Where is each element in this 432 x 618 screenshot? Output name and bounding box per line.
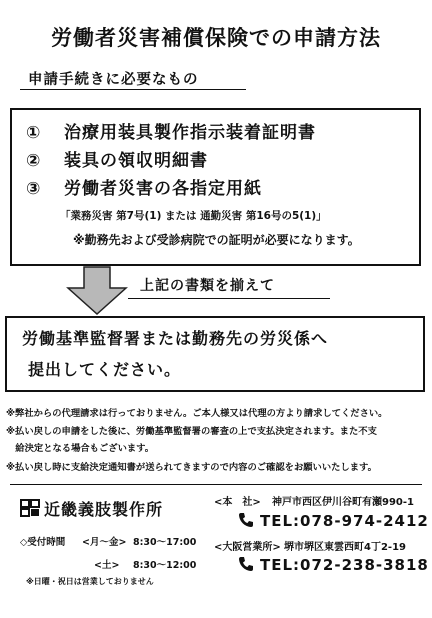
item-label: 装具の領収明細書 bbox=[64, 151, 208, 171]
arrow-label-underline bbox=[128, 298, 330, 299]
hours-time: 8:30～17:00 bbox=[133, 537, 197, 548]
office-label: <本 社> bbox=[214, 497, 261, 508]
arrow-label: 上記の書類を揃えて bbox=[140, 278, 275, 294]
phone-icon bbox=[238, 512, 254, 528]
item-label: 労働者災害の各指定用紙 bbox=[64, 179, 262, 199]
hours-days: <月～金> bbox=[82, 537, 127, 548]
heading-underline bbox=[20, 89, 246, 90]
company-logo-icon bbox=[20, 499, 40, 517]
office-address: 神戸市西区伊川谷町有瀬990-1 bbox=[272, 497, 414, 508]
company-name bbox=[20, 497, 163, 520]
phone-number-text: TEL:078-974-2412 bbox=[260, 512, 429, 530]
closed-note: ※日曜・祝日は営業しておりません bbox=[26, 577, 154, 586]
footnote: ※払い戻し時に支給決定通知書が送られてきますので内容のご確認をお願いいたします。 bbox=[6, 462, 377, 473]
divider bbox=[10, 484, 422, 485]
submission-line-1: 労働基準監督署または勤務先の労災係へ bbox=[22, 329, 329, 348]
page-title: 労働者災害補償保険での申請方法 bbox=[51, 26, 381, 50]
submission-line-2: 提出してください。 bbox=[28, 360, 182, 379]
down-arrow-icon bbox=[66, 266, 128, 316]
phone-icon bbox=[238, 556, 254, 572]
hours-label: ◇受付時間 bbox=[20, 537, 66, 548]
footnote: 給決定となる場合もございます。 bbox=[6, 443, 155, 454]
item-number: ② bbox=[26, 151, 42, 171]
certificate-note: ※勤務先および受診病院での証明が必要になります。 bbox=[73, 233, 360, 247]
phone-number-text: TEL:072-238-3818 bbox=[260, 556, 429, 574]
company-name-text: 近畿義肢製作所 bbox=[44, 500, 164, 519]
section-heading: 申請手続きに必要なもの bbox=[28, 72, 199, 88]
item-number: ③ bbox=[26, 179, 42, 199]
hours-days: <土> bbox=[94, 560, 120, 571]
document-item bbox=[26, 118, 316, 143]
item-label: 治療用装具製作指示装着証明書 bbox=[64, 123, 316, 143]
footnote: ※払い戻しの申請をした後に、労働基準監督署の審査の上で支払決定されます。また不支 bbox=[6, 426, 377, 437]
document-item bbox=[26, 146, 208, 171]
office-label: <大阪営業所> bbox=[214, 542, 281, 553]
phone-number bbox=[238, 512, 429, 530]
hours-time: 8:30～12:00 bbox=[133, 560, 197, 571]
phone-number bbox=[238, 556, 429, 574]
office-address: 堺市堺区東雲西町4丁2-19 bbox=[284, 542, 406, 553]
footnote: ※弊社からの代理請求は行っておりません。ご本人様又は代理の方より請求してください。 bbox=[6, 408, 388, 419]
item-number: ① bbox=[26, 123, 42, 143]
form-number-note: 「業務災害 第7号(1) または 通勤災害 第16号の5(1)」 bbox=[60, 210, 327, 222]
document-item bbox=[26, 174, 262, 199]
